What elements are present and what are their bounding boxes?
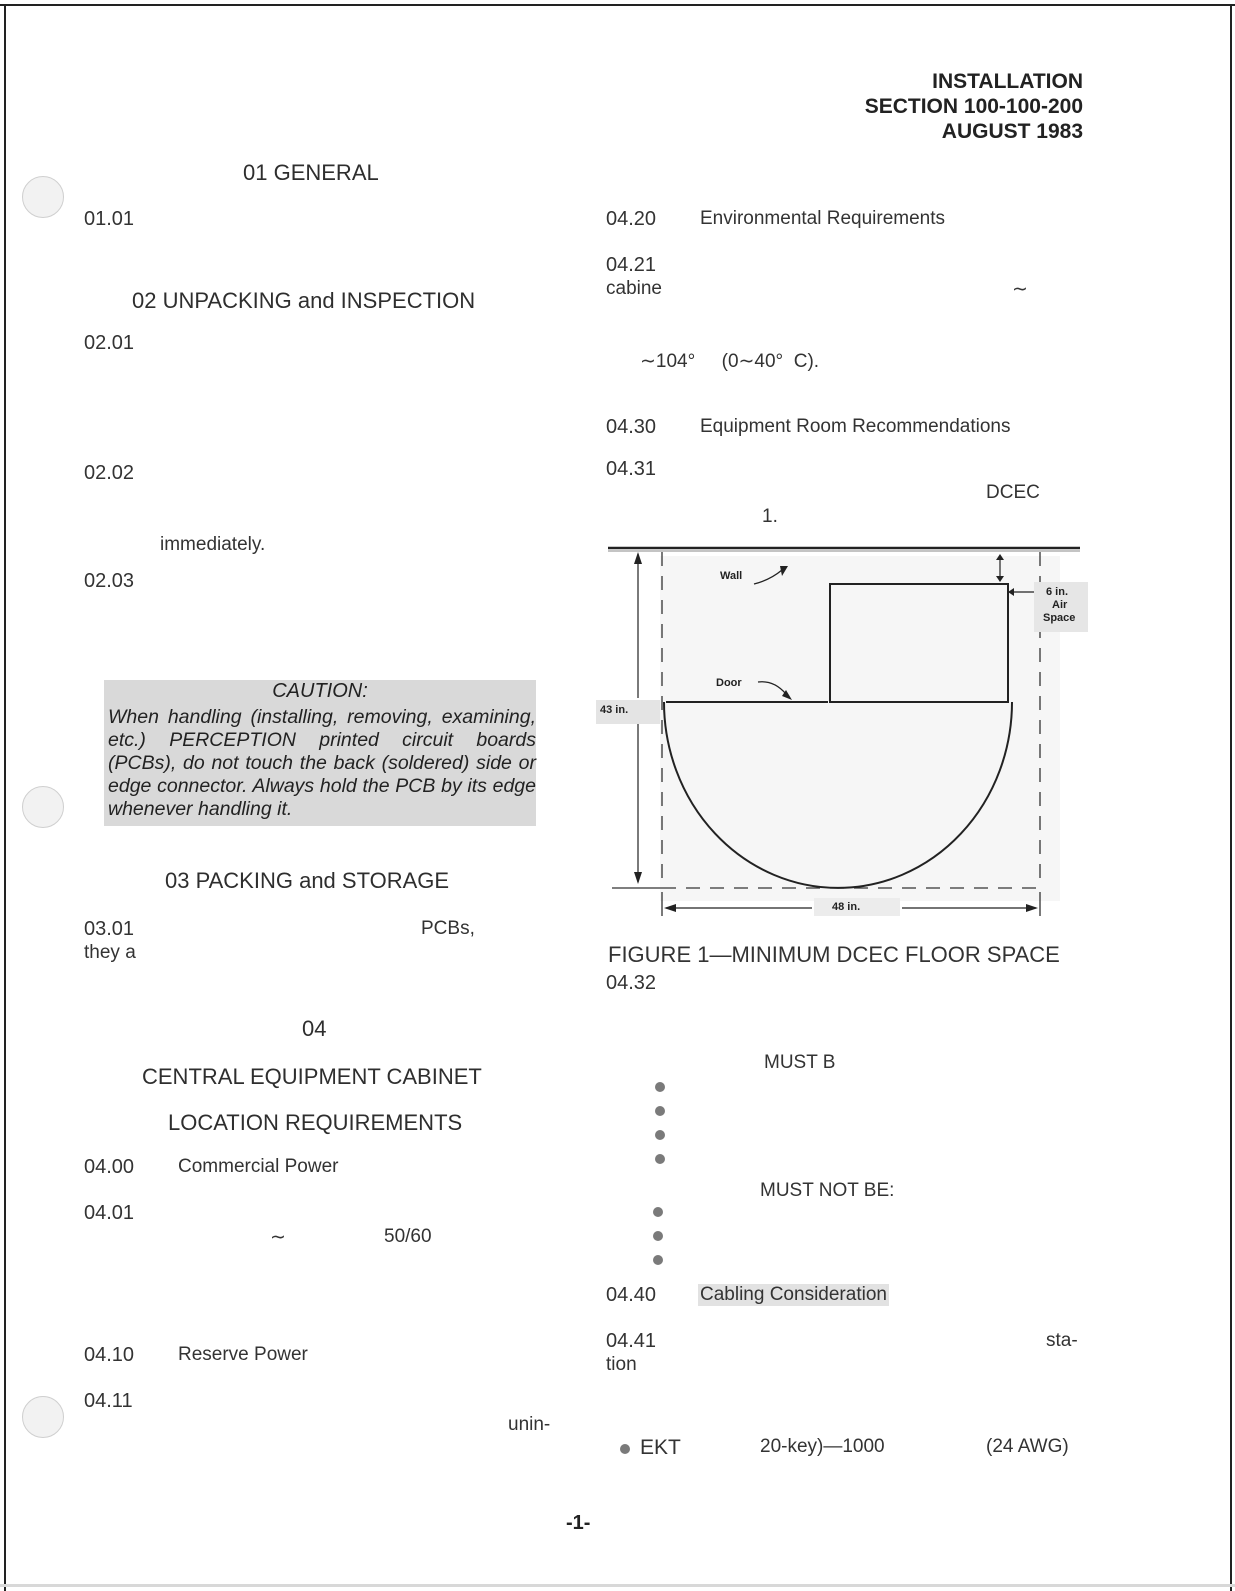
- page-number: -1-: [566, 1512, 591, 1534]
- page-border-left: [4, 4, 6, 1591]
- para-04-31-number: 04.31: [606, 458, 657, 480]
- para-04-20-number: 04.20: [606, 208, 657, 230]
- ekt-wire-gauge: (24 AWG): [986, 1436, 1069, 1457]
- para-04-31-figure-ref: 1.: [762, 506, 778, 527]
- para-04-00-number: 04.00: [84, 1156, 135, 1178]
- para-04-30-title: Equipment Room Recommendations: [700, 416, 1011, 437]
- para-04-10-title: Reserve Power: [178, 1344, 308, 1365]
- figure-1-caption: FIGURE 1—MINIMUM DCEC FLOOR SPACE: [608, 942, 1060, 967]
- para-04-11-fragment: unin-: [508, 1414, 551, 1435]
- bullet-icon: [653, 1231, 663, 1241]
- figure-label-air-space-1: 6 in.: [1046, 586, 1069, 598]
- para-04-20-title: Environmental Requirements: [700, 208, 946, 229]
- para-03-01-number: 03.01: [84, 918, 135, 940]
- para-04-41-fragment-sta: sta-: [1046, 1330, 1078, 1351]
- para-04-10-number: 04.10: [84, 1344, 135, 1366]
- section-04-title-line2: LOCATION REQUIREMENTS: [168, 1110, 463, 1135]
- floor-space-diagram: [590, 540, 1090, 930]
- diagram-shading: [660, 556, 1060, 901]
- para-04-41-number: 04.41: [606, 1330, 657, 1352]
- para-04-30-number: 04.30: [606, 416, 657, 438]
- section-04-number: 04: [302, 1016, 327, 1041]
- para-03-01-fragment-pcbs: PCBs,: [421, 918, 475, 939]
- para-04-01-number: 04.01: [84, 1202, 135, 1224]
- must-be-heading: MUST B: [764, 1052, 836, 1073]
- para-04-00-title: Commercial Power: [178, 1156, 339, 1177]
- bullet-icon: [655, 1106, 665, 1116]
- figure-label-air-space-2: Air: [1052, 599, 1068, 611]
- figure-label-air-space-3: Space: [1043, 612, 1076, 624]
- figure-label-width: 48 in.: [832, 901, 861, 913]
- para-04-21-tilde: ∼: [1012, 279, 1028, 300]
- bullet-icon: [653, 1207, 663, 1217]
- bullet-icon: [655, 1082, 665, 1092]
- para-04-21-fragment: cabine: [606, 278, 662, 299]
- para-04-40-number: 04.40: [606, 1284, 657, 1306]
- binder-hole-icon: [22, 1396, 64, 1438]
- ekt-key-length: 20-key)—1000: [760, 1436, 885, 1457]
- para-04-32-number: 04.32: [606, 972, 657, 994]
- caution-title: CAUTION:: [272, 680, 368, 702]
- page-border-top: [0, 4, 1235, 6]
- page-bottom-edge: [0, 1584, 1235, 1587]
- para-04-11-number: 04.11: [84, 1390, 133, 1412]
- figure-label-wall: Wall: [720, 570, 743, 582]
- bullet-icon: [620, 1444, 630, 1454]
- para-03-01-fragment-they: they a: [84, 942, 136, 963]
- para-02-02-number: 02.02: [84, 462, 135, 484]
- must-not-be-heading: MUST NOT BE:: [760, 1180, 895, 1201]
- page-border-right: [1230, 4, 1232, 1591]
- figure-label-height: 43 in.: [600, 704, 629, 716]
- para-04-21-number: 04.21: [606, 254, 657, 276]
- header-date: AUGUST 1983: [941, 120, 1083, 143]
- section-02-title: 02 UNPACKING and INSPECTION: [132, 288, 476, 313]
- para-04-21-temperature: ∼104° (0∼40° C).: [640, 351, 820, 372]
- caution-box: [104, 680, 536, 826]
- binder-hole-icon: [22, 786, 64, 828]
- section-01-title: 01 GENERAL: [243, 160, 379, 185]
- bullet-icon: [653, 1255, 663, 1265]
- header-section: SECTION 100-100-200: [864, 95, 1083, 118]
- section-03-title: 03 PACKING and STORAGE: [165, 868, 450, 893]
- figure-label-door: Door: [716, 677, 742, 689]
- ekt-label: EKT: [640, 1436, 681, 1459]
- binder-hole-icon: [22, 176, 64, 218]
- para-04-41-fragment-tion: tion: [606, 1354, 637, 1375]
- para-02-01-number: 02.01: [84, 332, 135, 354]
- bullet-icon: [655, 1130, 665, 1140]
- para-02-02-text-fragment: immediately.: [160, 534, 266, 555]
- para-04-01-frequency: 50/60: [384, 1226, 432, 1247]
- caution-text: When handling (installing, removing, examining, etc.) PERCEPTION printed circuit boards (PCBs), do not touch the back (soldered) side or edge connector. Always hold the PCB by its edge whenever handling it.: [108, 706, 536, 820]
- section-04-title-line1: CENTRAL EQUIPMENT CABINET: [142, 1064, 482, 1089]
- para-04-01-tilde: ∼: [270, 1227, 286, 1248]
- header-installation: INSTALLATION: [932, 70, 1083, 93]
- para-04-40-title: Cabling Consideration: [700, 1284, 887, 1305]
- para-01-01-number: 01.01: [84, 208, 135, 230]
- bullet-icon: [655, 1154, 665, 1164]
- para-04-31-dcec: DCEC: [986, 482, 1040, 503]
- para-02-03-number: 02.03: [84, 570, 135, 592]
